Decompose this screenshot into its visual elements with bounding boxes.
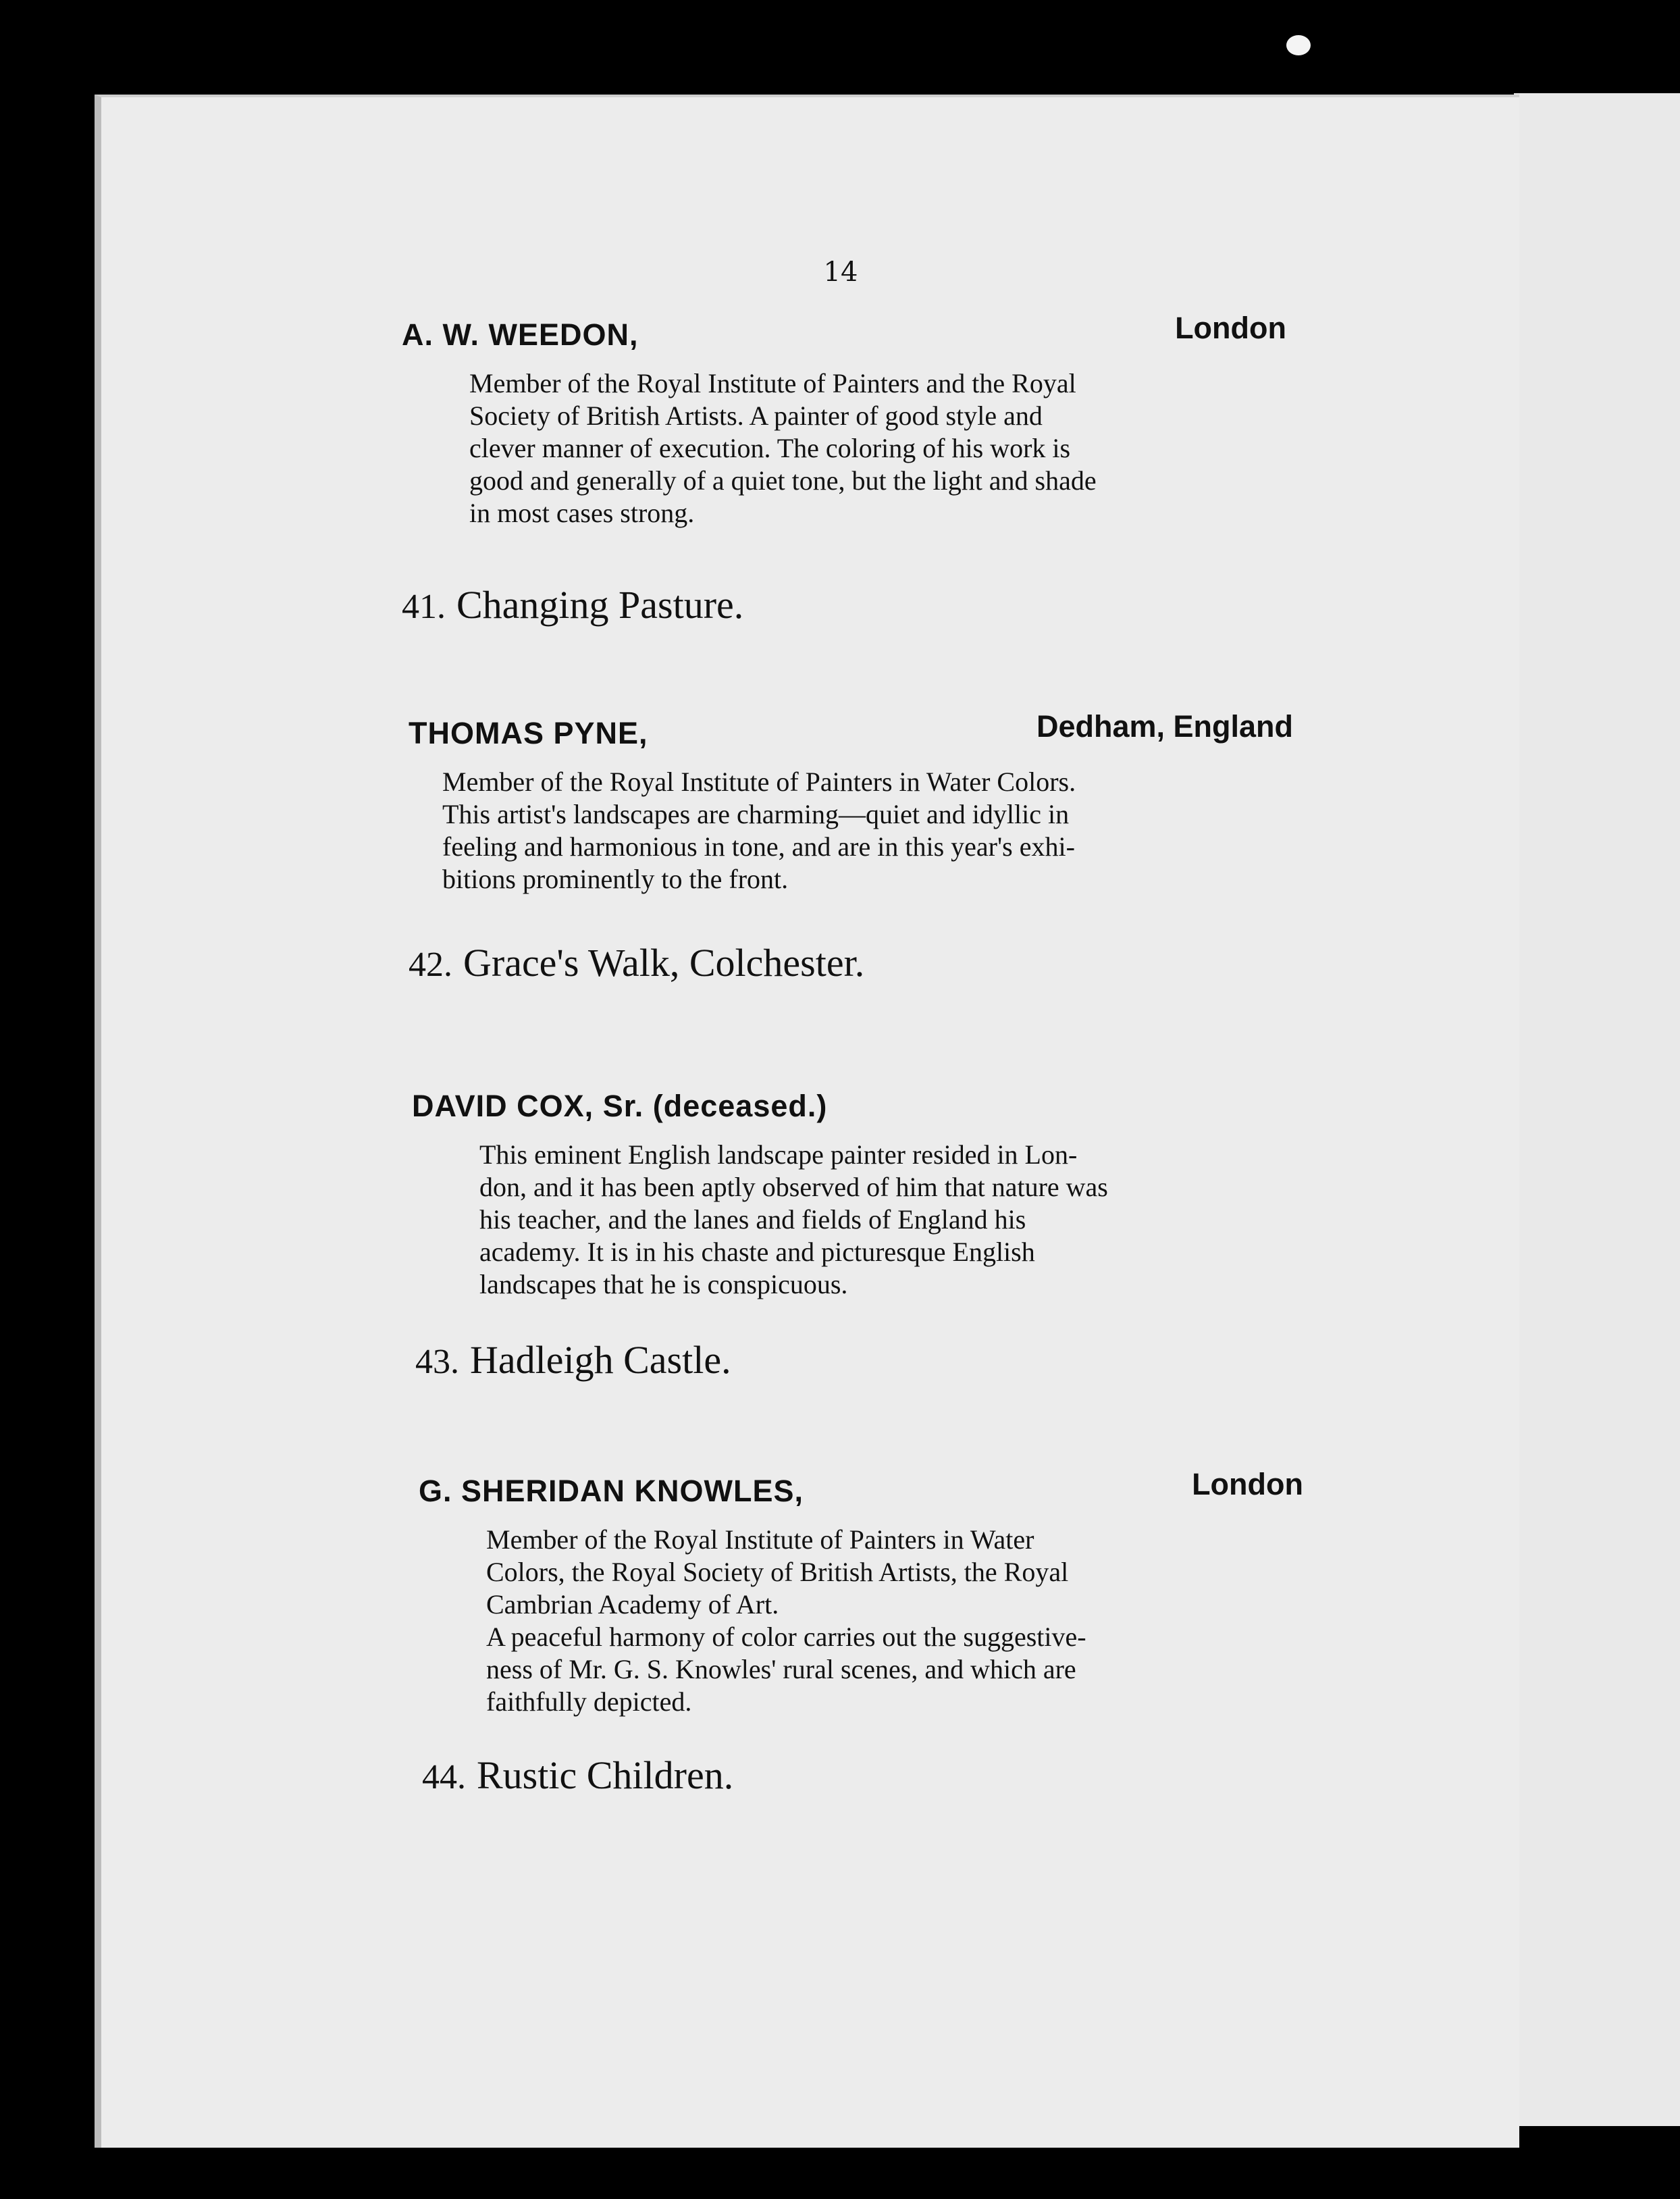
artist-description: Member of the Royal Institute of Painters and the Royal Society of British Artists. A painter of good style and clever manner of execution. The coloring of his work is good and generally of a quiet tone, but the light and shade in most cases strong. <box>469 368 1097 528</box>
artist-entry-pyne <box>409 709 1293 896</box>
artwork-number: 41. <box>402 588 446 626</box>
artwork-entry-41 <box>402 582 743 627</box>
entry-header <box>409 709 1293 754</box>
artwork-number: 42. <box>409 946 452 984</box>
artist-entry-knowles <box>419 1467 1303 1718</box>
artwork-title: Changing Pasture. <box>456 583 744 627</box>
artwork-title: Grace's Walk, Colchester. <box>463 941 865 985</box>
artwork-title: Rustic Children. <box>477 1753 734 1797</box>
artwork-number: 44. <box>422 1758 466 1796</box>
artist-location: Dedham, England <box>1036 709 1293 744</box>
artwork-entry-43 <box>415 1337 731 1382</box>
artist-location: London <box>1192 1467 1303 1501</box>
artist-description: Member of the Royal Institute of Painters in Water Colors, the Royal Society of British Artists, the Royal Cambrian Academy of Art. A peaceful harmony of color carries out the suggestive- ness of Mr. G. S. Knowles' rural scenes, and which are faithfully depicted. <box>486 1524 1086 1717</box>
artist-entry-cox <box>412 1089 1296 1301</box>
artwork-entry-44 <box>422 1753 733 1798</box>
entry-header <box>419 1467 1303 1511</box>
scan-speck <box>1286 35 1311 55</box>
artist-entry-weedon <box>402 311 1286 529</box>
artwork-title: Hadleigh Castle. <box>470 1338 731 1382</box>
artist-location: London <box>1175 311 1286 345</box>
artwork-number: 43. <box>415 1343 459 1381</box>
entry-header <box>402 311 1286 355</box>
artist-name: DAVID COX, Sr. (deceased.) <box>412 1089 828 1123</box>
entry-header <box>412 1089 1296 1127</box>
artist-description: This eminent English landscape painter resided in Lon- don, and it has been aptly observed of him that nature was his teacher, and the lanes and fields of England his academy. It is in his chaste and picturesque English landscapes that he is conspicuous. <box>479 1139 1108 1299</box>
artist-description: Member of the Royal Institute of Painters in Water Colors. This artist's landscapes are charming—quiet and idyllic in feeling and harmonious in tone, and are in this year's exhi- bitions prominently to the front. <box>442 767 1076 894</box>
page-number: 14 <box>823 257 858 288</box>
artist-name: THOMAS PYNE, <box>409 716 648 750</box>
artist-name: G. SHERIDAN KNOWLES, <box>419 1474 804 1508</box>
facing-page-edge <box>1514 93 1680 2126</box>
artwork-entry-42 <box>409 940 864 985</box>
artist-name: A. W. WEEDON, <box>402 317 639 352</box>
